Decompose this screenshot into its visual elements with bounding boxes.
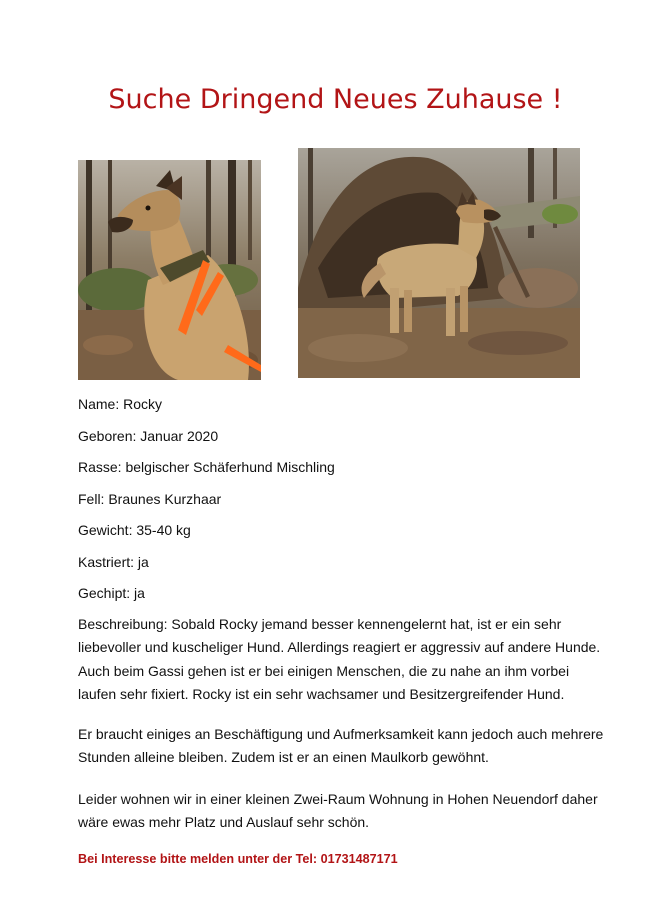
field-label: Kastriert: [78, 554, 135, 570]
field-coat [78, 491, 221, 507]
field-value: 35-40 kg [136, 522, 191, 538]
field-chipped [78, 585, 145, 601]
dog-sitting-photo [78, 160, 261, 380]
paragraph-line: Stunden alleine bleiben. Zudem ist er an einen Maulkorb gewöhnt. [78, 749, 489, 766]
field-label: Name: [78, 396, 120, 412]
field-value: Rocky [123, 396, 163, 412]
field-label: Gechipt: [78, 585, 131, 601]
field-label: Gewicht: [78, 522, 133, 538]
field-name [78, 396, 162, 412]
living-paragraph [78, 788, 618, 835]
description-line: Auch beim Gassi gehen ist er bei einigen Menschen, die zu nahe an ihm vorbei [78, 662, 570, 679]
care-paragraph [78, 723, 618, 770]
description-paragraph [78, 613, 618, 706]
description-line: laufen sehr fixiert. Rocky ist ein sehr wachsamer und Besitzergreifender Hund. [78, 685, 565, 702]
field-neutered [78, 554, 149, 570]
field-value: ja [137, 554, 149, 570]
field-value: Braunes Kurzhaar [108, 491, 222, 507]
contact-line: Bei Interesse bitte melden unter der Tel: 01731487171 [78, 852, 398, 866]
field-weight [78, 522, 191, 538]
field-label: Fell: [78, 491, 105, 507]
description-line: Beschreibung: Sobald Rocky jemand besser kennengelernt hat, ist er ein sehr [78, 616, 562, 632]
field-value: ja [134, 585, 145, 601]
dog-standing-photo [298, 148, 580, 378]
paragraph-line: Er braucht einiges an Beschäftigung und Aufmerksamkeit kann jedoch auch mehrere [78, 726, 604, 742]
field-value: belgischer Schäferhund Mischling [125, 459, 335, 475]
field-value: Januar 2020 [140, 428, 219, 444]
field-breed [78, 459, 335, 475]
paragraph-line: wäre ewas mehr Platz und Auslauf sehr schön. [78, 814, 370, 831]
page-title: Suche Dringend Neues Zuhause ! [108, 84, 563, 115]
field-born [78, 428, 218, 444]
description-line: liebevoller und kuscheliger Hund. Allerdings reagiert er aggressiv auf andere Hunde. [78, 639, 601, 656]
field-label: Geboren: [78, 428, 137, 444]
paragraph-line: Leider wohnen wir in einer kleinen Zwei-Raum Wohnung in Hohen Neuendorf daher [78, 791, 598, 807]
field-label: Rasse: [78, 459, 122, 475]
